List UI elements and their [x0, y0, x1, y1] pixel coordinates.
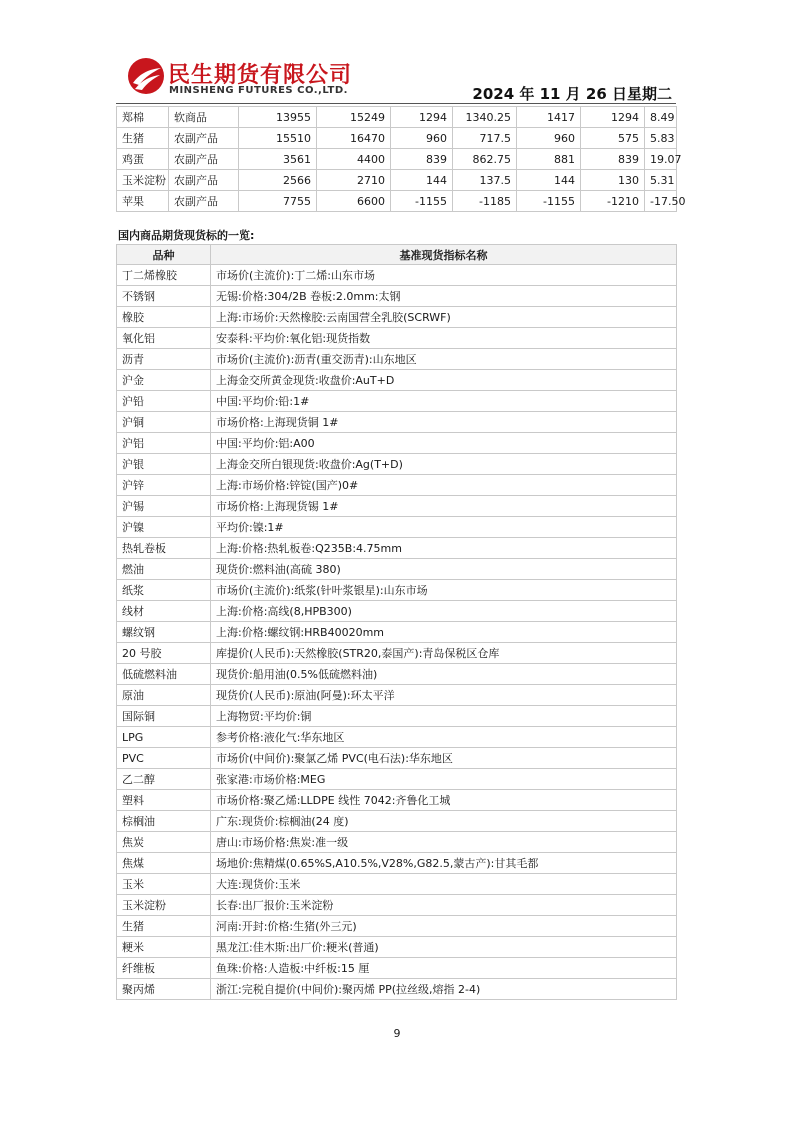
table-cell: -1210: [581, 191, 645, 212]
table-cell: 839: [391, 149, 453, 170]
product-cell: 纸浆: [117, 580, 211, 601]
indicator-cell: 广东:现货价:棕榈油(24 度): [211, 811, 677, 832]
product-cell: 不锈钢: [117, 286, 211, 307]
product-cell: 棕榈油: [117, 811, 211, 832]
table-row: [117, 286, 677, 307]
indicator-table: [116, 244, 677, 1000]
table-row: [117, 664, 677, 685]
table-row: [117, 170, 677, 191]
section-title: 国内商品期货现货标的一览:: [118, 229, 255, 242]
indicator-cell: 中国:平均价:铅:1#: [211, 391, 677, 412]
product-cell: 沪锡: [117, 496, 211, 517]
indicator-cell: 市场价格:上海现货锡 1#: [211, 496, 677, 517]
product-cell: 聚丙烯: [117, 979, 211, 1000]
indicator-cell: 平均价:镍:1#: [211, 517, 677, 538]
product-cell: 沪铝: [117, 433, 211, 454]
product-cell: 粳米: [117, 937, 211, 958]
table-row: [117, 727, 677, 748]
table-row: [117, 916, 677, 937]
product-cell: 沥青: [117, 349, 211, 370]
indicator-cell: 河南:开封:价格:生猪(外三元): [211, 916, 677, 937]
product-cell: 沪金: [117, 370, 211, 391]
indicator-cell: 大连:现货价:玉米: [211, 874, 677, 895]
table-row: [117, 895, 677, 916]
product-cell: 橡胶: [117, 307, 211, 328]
product-cell: 焦炭: [117, 832, 211, 853]
company-name-cn: 民生期货有限公司: [168, 63, 353, 88]
product-cell: 沪铅: [117, 391, 211, 412]
table-cell: -1155: [517, 191, 581, 212]
product-cell: 氧化铝: [117, 328, 211, 349]
table-cell: 郑棉: [117, 107, 169, 128]
table-cell: 717.5: [453, 128, 517, 149]
table-cell: 1294: [391, 107, 453, 128]
table-row: [117, 391, 677, 412]
product-cell: 沪镍: [117, 517, 211, 538]
table-cell: 农副产品: [169, 128, 239, 149]
table-cell: 3561: [239, 149, 317, 170]
product-cell: 丁二烯橡胶: [117, 265, 211, 286]
product-cell: 玉米淀粉: [117, 895, 211, 916]
column-header-indicator: 基准现货指标名称: [211, 245, 677, 265]
table-cell: 农副产品: [169, 191, 239, 212]
table-cell: 农副产品: [169, 170, 239, 191]
product-cell: 沪银: [117, 454, 211, 475]
indicator-cell: 无锡:价格:304/2B 卷板:2.0mm:太钢: [211, 286, 677, 307]
table-cell: 13955: [239, 107, 317, 128]
table-cell: 2566: [239, 170, 317, 191]
table-row: [117, 979, 677, 1000]
table-cell: 881: [517, 149, 581, 170]
column-header-product: 品种: [117, 245, 211, 265]
table-cell: -1155: [391, 191, 453, 212]
table-cell: 130: [581, 170, 645, 191]
indicator-cell: 鱼珠:价格:人造板:中纤板:15 厘: [211, 958, 677, 979]
table-row: [117, 874, 677, 895]
table-cell: 960: [517, 128, 581, 149]
page-number: 9: [393, 1027, 401, 1040]
table-cell: 8.49: [645, 107, 677, 128]
table-row: [117, 622, 677, 643]
table-row: [117, 811, 677, 832]
product-cell: 塑料: [117, 790, 211, 811]
indicator-cell: 张家港:市场价格:MEG: [211, 769, 677, 790]
table-cell: 鸡蛋: [117, 149, 169, 170]
table-cell: 4400: [317, 149, 391, 170]
table-row: [117, 853, 677, 874]
table-cell: 农副产品: [169, 149, 239, 170]
table-row: [117, 958, 677, 979]
indicator-cell: 参考价格:液化气:华东地区: [211, 727, 677, 748]
table-cell: 软商品: [169, 107, 239, 128]
indicator-cell: 上海物贸:平均价:铜: [211, 706, 677, 727]
table-row: [117, 832, 677, 853]
table-row: [117, 790, 677, 811]
indicator-cell: 场地价:焦精煤(0.65%S,A10.5%,V28%,G82.5,蒙古产):甘其毛都: [211, 853, 677, 874]
indicator-cell: 中国:平均价:铝:A00: [211, 433, 677, 454]
table-cell: -1185: [453, 191, 517, 212]
indicator-cell: 长春:出厂报价:玉米淀粉: [211, 895, 677, 916]
indicator-cell: 浙江:完税自提价(中间价):聚丙烯 PP(拉丝级,熔指 2-4): [211, 979, 677, 1000]
minsheng-logo-icon: [126, 56, 166, 96]
indicator-cell: 上海:价格:热轧板卷:Q235B:4.75mm: [211, 538, 677, 559]
table-row: [117, 601, 677, 622]
product-cell: 燃油: [117, 559, 211, 580]
table-cell: 862.75: [453, 149, 517, 170]
table-row: [117, 643, 677, 664]
product-cell: 国际铜: [117, 706, 211, 727]
product-cell: 低硫燃料油: [117, 664, 211, 685]
table-row: [117, 191, 677, 212]
table-row: [117, 937, 677, 958]
table-row: [117, 685, 677, 706]
product-cell: 热轧卷板: [117, 538, 211, 559]
table-row: [117, 580, 677, 601]
table-cell: 575: [581, 128, 645, 149]
product-cell: 玉米: [117, 874, 211, 895]
product-cell: 焦煤: [117, 853, 211, 874]
indicator-cell: 黑龙江:佳木斯:出厂价:粳米(普通): [211, 937, 677, 958]
table-cell: 1417: [517, 107, 581, 128]
table-row: [117, 328, 677, 349]
indicator-cell: 上海金交所白银现货:收盘价:Ag(T+D): [211, 454, 677, 475]
report-date: 2024 年 11 月 26 日星期二: [472, 85, 672, 103]
indicator-cell: 上海金交所黄金现货:收盘价:AuT+D: [211, 370, 677, 391]
product-cell: 乙二醇: [117, 769, 211, 790]
page-header: [116, 52, 676, 104]
price-table: [116, 106, 686, 212]
indicator-cell: 现货价(人民币):原油(阿曼):环太平洋: [211, 685, 677, 706]
table-row: [117, 454, 677, 475]
table-cell: 6600: [317, 191, 391, 212]
table-row: [117, 107, 677, 128]
table-row: [117, 370, 677, 391]
table-row: [117, 128, 677, 149]
table-cell: 960: [391, 128, 453, 149]
company-name-en: MINSHENG FUTURES CO.,LTD.: [169, 85, 348, 96]
indicator-cell: 库提价(人民币):天然橡胶(STR20,泰国产):青岛保税区仓库: [211, 643, 677, 664]
table-cell: 144: [517, 170, 581, 191]
table-cell: 生猪: [117, 128, 169, 149]
table-row: [117, 706, 677, 727]
table-cell: -17.50: [645, 191, 677, 212]
table-row: [117, 538, 677, 559]
indicator-cell: 上海:价格:螺纹钢:HRB40020mm: [211, 622, 677, 643]
table-header-row: [117, 245, 677, 265]
table-row: [117, 307, 677, 328]
table-row: [117, 433, 677, 454]
table-cell: 15510: [239, 128, 317, 149]
table-cell: 1294: [581, 107, 645, 128]
product-cell: 生猪: [117, 916, 211, 937]
product-cell: 线材: [117, 601, 211, 622]
table-cell: 137.5: [453, 170, 517, 191]
indicator-cell: 市场价(主流价):沥青(重交沥青):山东地区: [211, 349, 677, 370]
table-cell: 5.31: [645, 170, 677, 191]
table-row: [117, 559, 677, 580]
indicator-cell: 安泰科:平均价:氧化铝:现货指数: [211, 328, 677, 349]
table-row: [117, 517, 677, 538]
table-row: [117, 748, 677, 769]
product-cell: 沪锌: [117, 475, 211, 496]
table-row: [117, 475, 677, 496]
table-cell: 16470: [317, 128, 391, 149]
product-cell: 原油: [117, 685, 211, 706]
product-cell: PVC: [117, 748, 211, 769]
indicator-cell: 现货价:燃料油(高硫 380): [211, 559, 677, 580]
table-cell: 2710: [317, 170, 391, 191]
product-cell: 螺纹钢: [117, 622, 211, 643]
table-row: [117, 496, 677, 517]
indicator-cell: 市场价(主流价):丁二烯:山东市场: [211, 265, 677, 286]
indicator-cell: 上海:价格:高线(8,HPB300): [211, 601, 677, 622]
table-row: [117, 769, 677, 790]
indicator-cell: 上海:市场价格:锌锭(国产)0#: [211, 475, 677, 496]
indicator-cell: 现货价:船用油(0.5%低硫燃料油): [211, 664, 677, 685]
header-divider: [116, 103, 676, 104]
table-cell: 1340.25: [453, 107, 517, 128]
table-cell: 苹果: [117, 191, 169, 212]
table-cell: 15249: [317, 107, 391, 128]
table-cell: 19.07: [645, 149, 677, 170]
product-cell: LPG: [117, 727, 211, 748]
table-cell: 5.83: [645, 128, 677, 149]
indicator-cell: 上海:市场价:天然橡胶:云南国营全乳胶(SCRWF): [211, 307, 677, 328]
indicator-cell: 市场价(中间价):聚氯乙烯 PVC(电石法):华东地区: [211, 748, 677, 769]
table-cell: 玉米淀粉: [117, 170, 169, 191]
product-cell: 沪铜: [117, 412, 211, 433]
indicator-cell: 市场价格:聚乙烯:LLDPE 线性 7042:齐鲁化工城: [211, 790, 677, 811]
indicator-cell: 市场价格:上海现货铜 1#: [211, 412, 677, 433]
indicator-cell: 市场价(主流价):纸浆(针叶浆银星):山东市场: [211, 580, 677, 601]
table-cell: 7755: [239, 191, 317, 212]
product-cell: 20 号胶: [117, 643, 211, 664]
product-cell: 纤维板: [117, 958, 211, 979]
table-row: [117, 149, 677, 170]
table-row: [117, 265, 677, 286]
table-row: [117, 412, 677, 433]
table-row: [117, 349, 677, 370]
table-cell: 144: [391, 170, 453, 191]
table-cell: 839: [581, 149, 645, 170]
indicator-cell: 唐山:市场价格:焦炭:准一级: [211, 832, 677, 853]
